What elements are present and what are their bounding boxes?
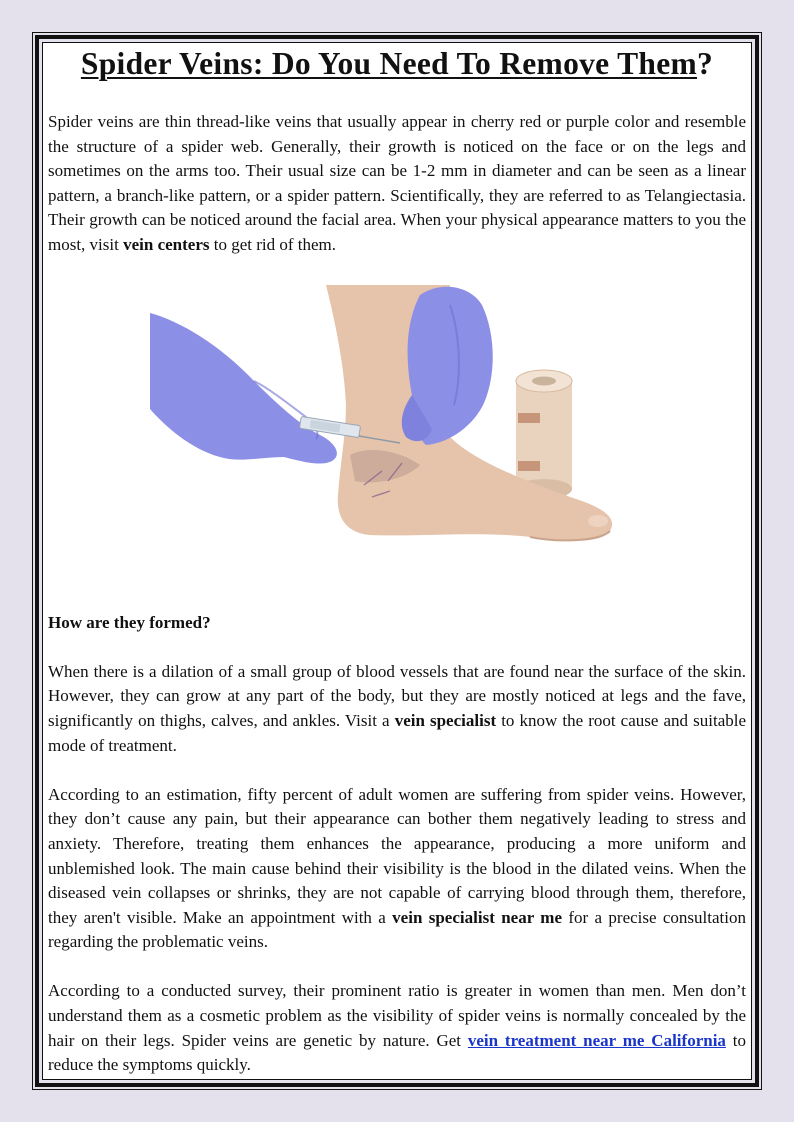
- article-body: [48, 110, 746, 1078]
- page-title-text: Spider Veins: Do You Need To Remove Them: [80, 46, 698, 81]
- formation-text-end: to know the root cause and suitable mode of treatment.: [48, 710, 747, 755]
- vein-centers-bold: vein centers: [123, 234, 210, 254]
- formation-text: When there is a dilation of a small group of blood vessels that are found near the surface of the skin. However, they can grow at any part of the body, but they are mostly noticed at legs and the fave, significantly on thighs, calves, and ankles. Visit a: [48, 661, 746, 730]
- section-heading: How are they formed?: [48, 612, 211, 632]
- intro-text-end: to get rid of them.: [209, 234, 337, 254]
- figure-container: [48, 285, 746, 611]
- intro-text: Spider veins are thin thread-like veins that usually appear in cherry red or purple color and resemble the structure of a spider web. Generally, their growth is noticed on the face or on the legs and sometimes on the arms too. Their usual size can be 1-2 mm in diameter and can be seen as a linear pattern, a branch-like pattern, or a spider pattern. Scientifically, they are referred to as Telangiectasia. Their growth can be noticed around the facial area. When your physical appearance matters to you the most, visit: [48, 112, 746, 254]
- vein-specialist-bold: vein specialist: [394, 710, 497, 730]
- page-title: [44, 46, 750, 82]
- page-title-qmark: ?: [697, 46, 714, 81]
- estimation-paragraph: [48, 783, 746, 955]
- vein-treatment-link[interactable]: vein treatment near me California: [467, 1030, 726, 1050]
- survey-text-end: to reduce the symptoms quickly.: [48, 1030, 746, 1075]
- survey-text: According to a conducted survey, their prominent ratio is greater in women than men. Men don’t understand them as a cosmetic problem as the visibility of spider veins is normally concealed by the hair on their legs. Spider veins are genetic by nature. Get: [48, 981, 746, 1050]
- survey-paragraph: [48, 979, 746, 1077]
- intro-paragraph: [48, 110, 746, 258]
- formation-paragraph: [48, 660, 746, 758]
- vein-specialist-near-me-bold: vein specialist near me: [392, 907, 562, 927]
- estimation-text-end: for a precise consultation regarding the problematic veins.: [48, 907, 746, 952]
- vein-injection-photo-icon: [150, 285, 646, 563]
- estimation-text: According to an estimation, fifty percent of adult women are suffering from spider veins. However, they don’t cause any pain, but their appearance can bother them negatively leading to stress and anxiety. Therefore, treating them enhances the appearance, producing a more uniform and unblemished look. The main cause behind their visibility is the blood in the dilated veins. When the diseased vein collapses or shrinks, they are not capable of carrying blood through them, therefore, they aren't visible. Make an appointment with a: [48, 784, 746, 927]
